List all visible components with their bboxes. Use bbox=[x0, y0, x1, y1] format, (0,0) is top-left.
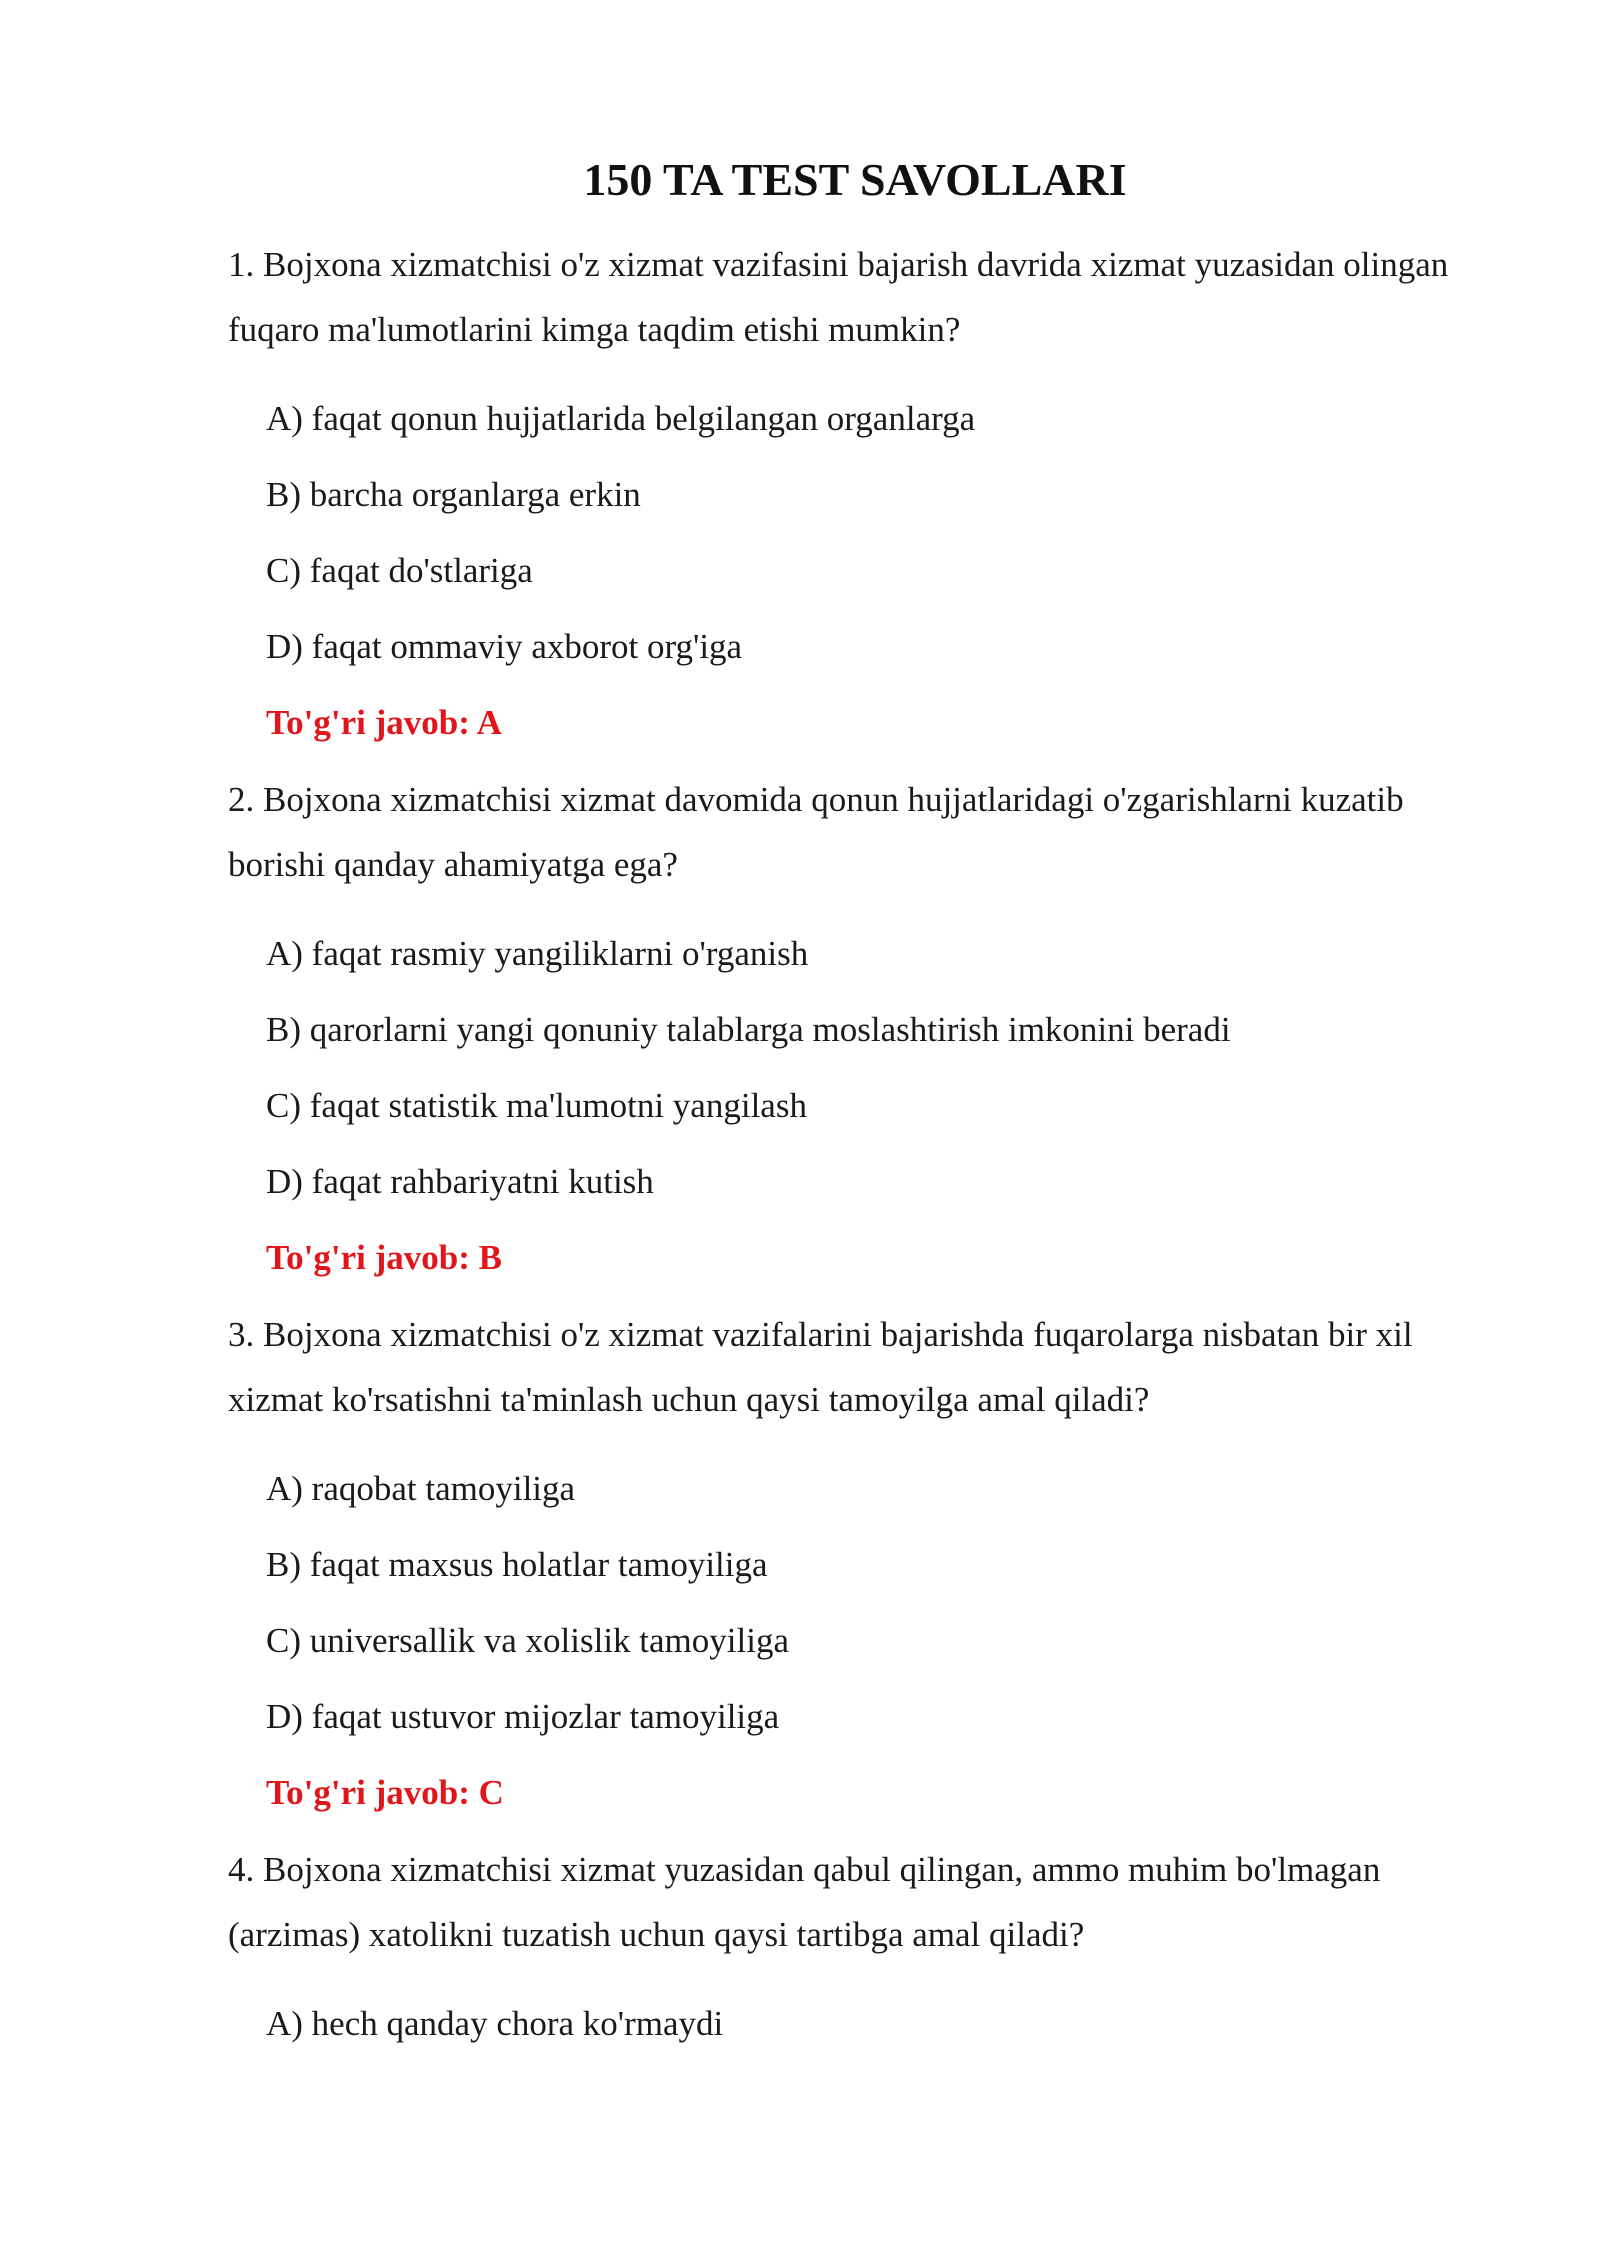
question-3-option-a: A) raqobat tamoyiliga bbox=[266, 1469, 576, 1508]
question-2-option-a: A) faqat rasmiy yangiliklarni o'rganish bbox=[266, 934, 809, 973]
question-3-text: 3. Bojxona xizmatchisi o'z xizmat vazifalarini bajarishda fuqarolarga nisbatan bir xil xizmat ko'rsatishni ta'minlash uchun qaysi tamoyilga amal qiladi? bbox=[228, 1315, 1413, 1419]
question-3-option-b: B) faqat maxsus holatlar tamoyiliga bbox=[266, 1545, 768, 1584]
question-1-option-d: D) faqat ommaviy axborot org'iga bbox=[266, 627, 743, 666]
question-1-option-b: B) barcha organlarga erkin bbox=[266, 475, 641, 514]
question-2-text: 2. Bojxona xizmatchisi xizmat davomida qonun hujjatlaridagi o'zgarishlarni kuzatib borishi qanday ahamiyatga ega? bbox=[228, 780, 1404, 884]
question-1-text: 1. Bojxona xizmatchisi o'z xizmat vazifasini bajarish davrida xizmat yuzasidan olingan fuqaro ma'lumotlarini kimga taqdim etishi mumkin? bbox=[228, 245, 1449, 349]
question-1-option-c: C) faqat do'stlariga bbox=[266, 551, 533, 590]
question-3-option-d: D) faqat ustuvor mijozlar tamoyiliga bbox=[266, 1697, 780, 1736]
question-1-option-a: A) faqat qonun hujjatlarida belgilangan organlarga bbox=[266, 399, 976, 438]
question-2-correct-answer: To'g'ri javob: B bbox=[266, 1238, 502, 1277]
question-1-correct-answer: To'g'ri javob: A bbox=[266, 703, 502, 742]
question-4-option-a: A) hech qanday chora ko'rmaydi bbox=[266, 2004, 724, 2043]
question-2-option-c: C) faqat statistik ma'lumotni yangilash bbox=[266, 1086, 807, 1125]
question-3-correct-answer: To'g'ri javob: C bbox=[266, 1773, 504, 1812]
question-2-option-d: D) faqat rahbariyatni kutish bbox=[266, 1162, 654, 1201]
question-4-text: 4. Bojxona xizmatchisi xizmat yuzasidan qabul qilingan, ammo muhim bo'lmagan (arzimas) xatolikni tuzatish uchun qaysi tartibga amal qiladi? bbox=[228, 1850, 1381, 1954]
question-2-option-b: B) qarorlarni yangi qonuniy talablarga moslashtirish imkonini beradi bbox=[266, 1010, 1231, 1049]
document-title: 150 TA TEST SAVOLLARI bbox=[583, 154, 1127, 205]
question-3-option-c: C) universallik va xolislik tamoyiliga bbox=[266, 1621, 789, 1660]
